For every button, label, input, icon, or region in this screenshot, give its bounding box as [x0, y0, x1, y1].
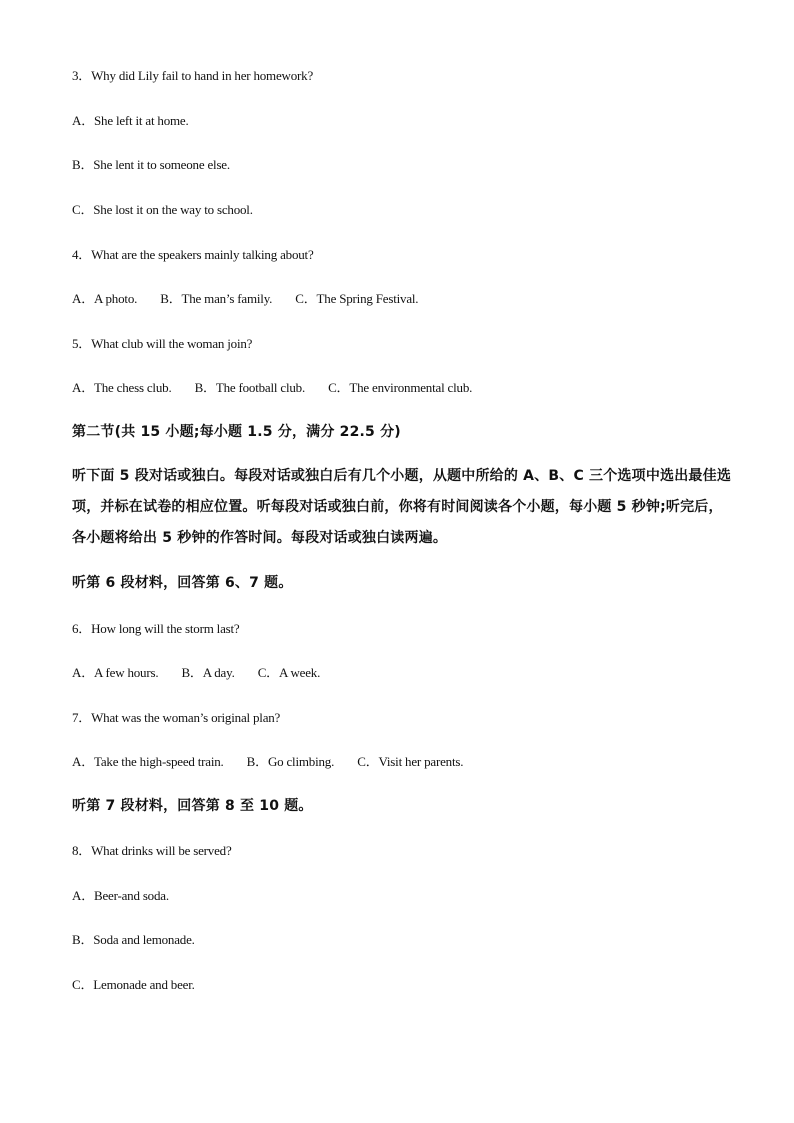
question-4-option-b: B．The man’s family.: [160, 291, 273, 306]
question-4-option-a: A．A photo.: [72, 291, 138, 306]
question-8-option-c: C．Lemonade and beer.: [72, 977, 195, 992]
question-5-options: [72, 380, 492, 396]
question-6-option-a: A．A few hours.: [72, 665, 159, 680]
material-7-heading: 听第 7 段材料，回答第 8 至 10 题。: [72, 798, 313, 814]
question-4-options: [72, 291, 438, 307]
section-2-heading: 第二节(共 15 小题;每小题 1.5 分，满分 22.5 分): [72, 424, 401, 440]
question-7: 7．What was the woman’s original plan?: [72, 710, 281, 725]
question-7-option-c: C．Visit her parents.: [357, 754, 464, 769]
question-7-options: [72, 754, 483, 770]
question-3-option-c: C．She lost it on the way to school.: [72, 202, 253, 217]
question-6-options: [72, 665, 340, 681]
question-8-option-b: B．Soda and lemonade.: [72, 932, 195, 947]
material-6-heading: 听第 6 段材料，回答第 6、7 题。: [72, 575, 293, 591]
question-7-option-a: A．Take the high-speed train.: [72, 754, 224, 769]
question-5-option-b: B．The football club.: [194, 380, 306, 395]
question-6: 6．How long will the storm last?: [72, 621, 240, 636]
section-2-instructions: 听下面 5 段对话或独白。每段对话或独白后有几个小题，从题中所给的 A、B、C 三个选项中选出最佳选项，并标在试卷的相应位置。听每段对话或独白前，你将有时间阅读各个小题，每小题 5 秒钟;听完后，各小题将给出 5 秒钟的作答时间。每段对话或独白读两遍。: [72, 468, 732, 546]
question-3: 3．Why did Lily fail to hand in her homework?: [72, 68, 314, 83]
question-7-option-b: B．Go climbing.: [246, 754, 335, 769]
question-5-option-c: C．The environmental club.: [328, 380, 473, 395]
question-5-option-a: A．The chess club.: [72, 380, 172, 395]
question-5: 5．What club will the woman join?: [72, 336, 253, 351]
question-8-option-a: A．Beer-and soda.: [72, 888, 169, 903]
question-8: 8．What drinks will be served?: [72, 843, 232, 858]
question-3-option-a: A．She left it at home.: [72, 113, 189, 128]
question-6-option-c: C．A week.: [257, 665, 321, 680]
question-4: 4．What are the speakers mainly talking about?: [72, 247, 314, 262]
question-4-option-c: C．The Spring Festival.: [295, 291, 419, 306]
question-6-option-b: B．A day.: [181, 665, 235, 680]
question-3-option-b: B．She lent it to someone else.: [72, 157, 230, 172]
